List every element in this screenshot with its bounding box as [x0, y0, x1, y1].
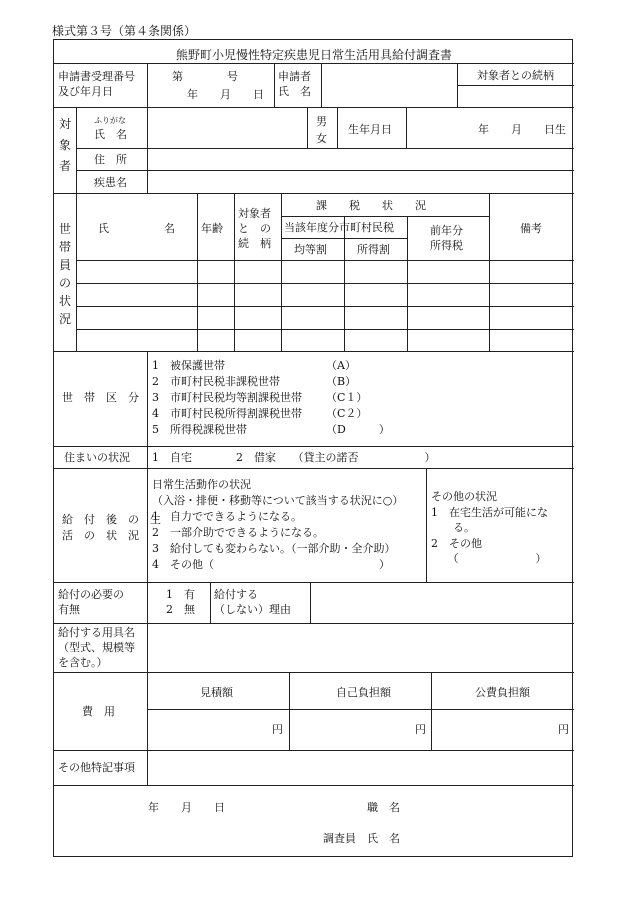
classification-item: 5 所得税課税世帯 — [152, 423, 247, 436]
necessity-reason-label: 給付する （しない）理由 — [214, 588, 291, 616]
necessity-options: 1 有 2 無 — [166, 588, 195, 616]
adl-item: 2 一部介助でできるようになる。 — [152, 526, 324, 539]
receipt-label: 申請書受理番号 及び年月日 — [58, 70, 135, 98]
cost-public-pay: 公費負担額 — [475, 686, 530, 699]
col-age: 年齢 — [201, 222, 223, 235]
cost-self-pay: 自己負担額 — [336, 686, 391, 699]
birth-value: 年 月 日生 — [478, 123, 566, 136]
classification-item: 3 市町村民税均等割課税世帯 — [152, 391, 302, 404]
household-section-label: 世帯員の状況 — [58, 222, 71, 326]
housing-label: 住まいの状況 — [64, 451, 130, 464]
relation-label: 対象者との続柄 — [477, 69, 554, 82]
classification-code: （D ） — [326, 423, 390, 436]
col-name: 氏 名 — [98, 222, 175, 235]
subject-section-label: 対象者 — [58, 117, 71, 173]
col-relation: 対象者 と の 続 柄 — [238, 207, 271, 250]
adl-title: 日常生活動作の状況 — [152, 478, 251, 491]
col-remarks: 備考 — [520, 222, 542, 235]
sex-label: 男 女 — [316, 115, 327, 145]
col-tax-status: 課 税 状 況 — [316, 199, 426, 212]
after-grant-label: 給 付 後 の 生 活 の 状 況 — [62, 513, 161, 542]
adl-item: 3 給付しても変わらない。（一部介助・全介助） — [152, 542, 396, 555]
classification-code: （C２） — [326, 407, 368, 420]
adl-item: 1 自力でできるようになる。 — [152, 510, 302, 523]
col-equal: 均等割 — [294, 243, 327, 256]
classification-label: 世 帯 区 分 — [62, 391, 139, 404]
other-notes-label: その他特記事項 — [58, 761, 135, 774]
yen-estimate: 円 — [272, 723, 283, 736]
applicant-label: 申請者 氏 名 — [278, 70, 311, 98]
other-status-item-2: 2 その他 （ ） — [431, 537, 547, 565]
necessity-label: 給付の必要の 有無 — [58, 588, 124, 616]
address-label: 住 所 — [94, 153, 127, 166]
yen-self-pay: 円 — [415, 723, 426, 736]
yen-public-pay: 円 — [558, 723, 569, 736]
furigana-label: ふりがな — [94, 116, 126, 125]
other-status-title: その他の状況 — [431, 490, 497, 503]
cost-label: 費 用 — [82, 705, 115, 718]
cost-estimate: 見積額 — [200, 686, 233, 699]
classification-code: （B） — [326, 375, 357, 388]
classification-code: （A） — [326, 359, 356, 372]
adl-item: 4 その他（ ） — [152, 558, 390, 571]
classification-code: （C１） — [326, 391, 368, 404]
receipt-date: 年 月 日 — [187, 88, 264, 101]
classification-item: 1 被保護世帯 — [152, 359, 225, 372]
col-income: 所得割 — [357, 243, 390, 256]
housing-options: 1 自宅 2 借家 （貸主の諾否 ） — [152, 451, 436, 464]
col-prev-income: 前年分 所得税 — [430, 224, 463, 252]
adl-note: （入浴・排便・移動等について該当する状況に○） — [152, 494, 404, 507]
receipt-number: 第 号 — [172, 70, 238, 83]
classification-item: 2 市町村民税非課税世帯 — [152, 375, 280, 388]
signature-title: 職 名 — [367, 801, 400, 814]
form-number: 様式第３号（第４条関係） — [52, 24, 197, 38]
other-status-item-1: 1 在宅生活が可能にな る。 — [431, 506, 548, 534]
survey-form — [53, 39, 573, 857]
classification-item: 4 市町村民税所得割課税世帯 — [152, 407, 302, 420]
subject-name-label: 氏 名 — [94, 128, 127, 141]
form-title: 熊野町小児慢性特定疾患児日常生活用具給付調査書 — [175, 48, 452, 62]
col-municipal: 当該年度分市町村民税 — [284, 221, 394, 234]
signature-date: 年 月 日 — [148, 801, 225, 814]
equipment-label: 給付する用具名 （型式、規模等 を含む。） — [58, 626, 135, 669]
disease-label: 疾患名 — [94, 176, 127, 189]
birth-label: 生年月日 — [348, 123, 392, 136]
signature-investigator: 調査員 氏 名 — [323, 832, 400, 845]
